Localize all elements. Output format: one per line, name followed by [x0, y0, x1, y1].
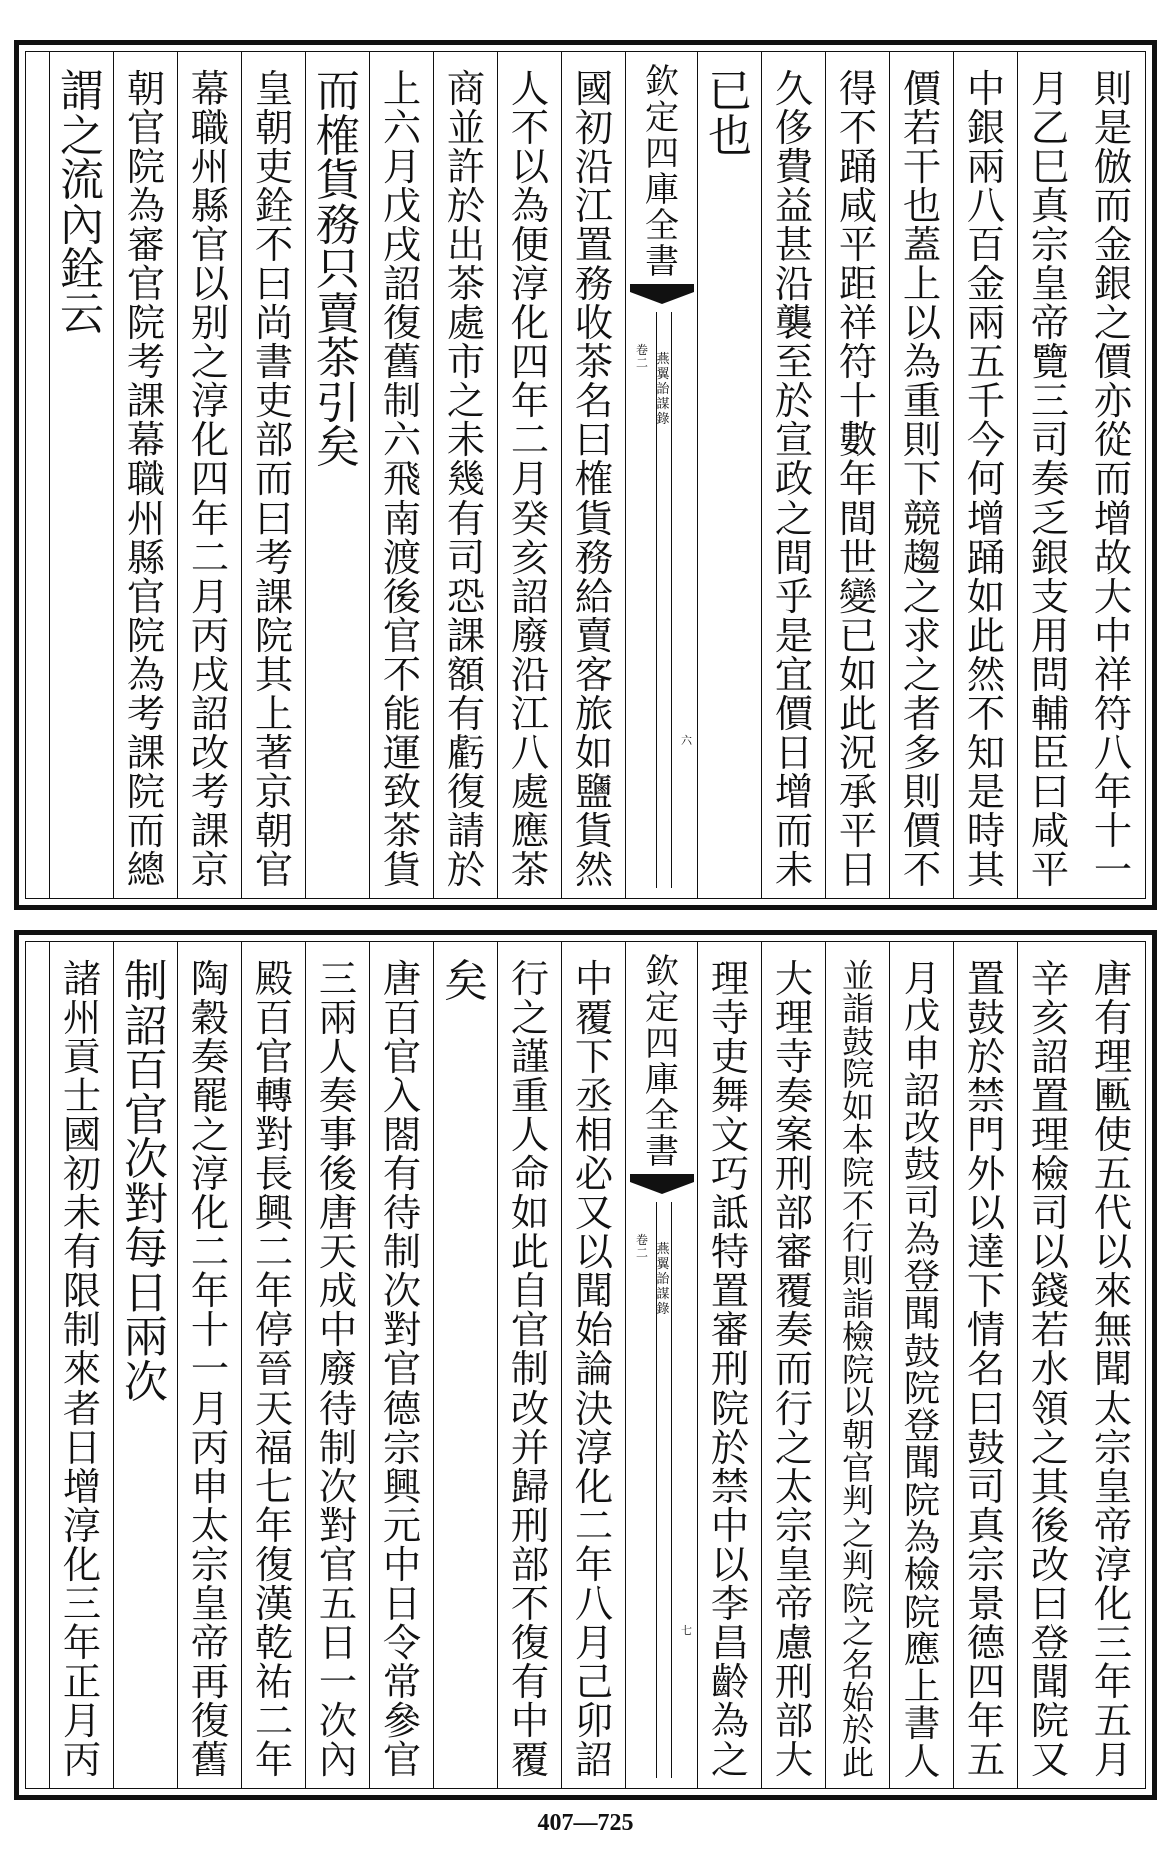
column-text: 制 詔 百 官 次 對 每 日 兩 次 [124, 956, 168, 1408]
text-column [953, 942, 1018, 1788]
column-text: 辛 亥 詔 置 理 檢 司 以 錢 若 水 領 之 其 後 改 曰 登 聞 院 又 [1030, 957, 1070, 1783]
column-text: 唐 有 理 匭 使 五 代 以 來 無 聞 太 宗 皇 帝 淳 化 三 年 五 月 [1093, 957, 1133, 1783]
column-text: 上 六 月 戊 戌 詔 復 舊 制 六 飛 南 渡 後 官 不 能 運 致 茶 貨 [382, 67, 422, 893]
text-column [825, 52, 890, 898]
juan-label: 卷 二 [635, 343, 648, 370]
folio-number: 407—725 [537, 1810, 634, 1836]
text-column [177, 942, 242, 1788]
text-column [697, 942, 762, 1788]
text-column [369, 52, 434, 898]
text-column [497, 52, 562, 898]
column-text: 陶 穀 奏 罷 之 淳 化 二 年 十 一 月 丙 申 太 宗 皇 帝 再 復 舊 [190, 957, 230, 1783]
text-column [305, 942, 370, 1788]
column-text: 久 侈 費 益 甚 沿 襲 至 於 宣 政 之 間 乎 是 宜 價 日 增 而 未 [774, 67, 814, 893]
collection-title: 欽 定 四 庫 全 書 [645, 62, 679, 282]
column-text: 商 並 許 於 出 茶 處 市 之 未 幾 有 司 恐 課 額 有 虧 復 請 於 [446, 67, 486, 893]
text-column [697, 52, 762, 898]
text-column [1017, 942, 1082, 1788]
column-text: 諸 州 貢 士 國 初 未 有 限 制 來 者 日 增 淳 化 三 年 正 月 丙 [62, 957, 102, 1783]
column-text: 三 兩 人 奏 事 後 唐 天 成 中 廢 待 制 次 對 官 五 日 一 次 內 [318, 957, 358, 1783]
text-column [369, 942, 434, 1788]
upper-page [14, 40, 1157, 910]
fishtail-mark [630, 1174, 694, 1196]
text-column [49, 942, 114, 1788]
text-column [1017, 52, 1082, 898]
lower-page [14, 930, 1157, 1800]
text-column [433, 52, 498, 898]
lower-page-frame [25, 941, 1146, 1789]
column-text: 朝 官 院 為 審 官 院 考 課 幕 職 州 縣 官 院 為 考 課 院 而 總 [126, 67, 166, 893]
text-column [241, 52, 306, 898]
text-column [49, 52, 114, 898]
text-column [241, 942, 306, 1788]
text-column [177, 52, 242, 898]
column-text: 而 榷 貨 務 只 賣 茶 引 矣 [316, 66, 360, 473]
leaf-number: 六 [681, 734, 692, 747]
column-text: 已 也 [708, 66, 752, 162]
text-column [1081, 52, 1145, 898]
book-title: 燕 翼 詒 謀 錄 [656, 352, 670, 427]
column-text: 價 若 干 也 蓋 上 以 為 重 則 下 競 趨 之 求 之 者 多 則 價 不 [902, 67, 942, 893]
text-column [497, 942, 562, 1788]
column-text: 中 銀 兩 八 百 金 兩 五 千 今 何 增 踊 如 此 然 不 知 是 時 其 [966, 67, 1006, 893]
book-title: 燕 翼 詒 謀 錄 [656, 1242, 670, 1317]
column-text: 理 寺 吏 舞 文 巧 詆 特 置 審 刑 院 於 禁 中 以 李 昌 齡 為 之 [710, 957, 750, 1783]
center-fishtail-column [625, 52, 698, 898]
collection-title: 欽 定 四 庫 全 書 [645, 952, 679, 1172]
leaf-number: 七 [681, 1624, 692, 1637]
column-text: 中 覆 下 丞 相 必 又 以 聞 始 論 決 淳 化 二 年 八 月 己 卯 詔 [574, 957, 614, 1783]
text-column [1081, 942, 1145, 1788]
text-column [561, 942, 626, 1788]
column-text: 人 不 以 為 便 淳 化 四 年 二 月 癸 亥 詔 廢 沿 江 八 處 應 茶 [510, 67, 550, 893]
juan-label: 卷 二 [635, 1233, 648, 1260]
column-text: 國 初 沿 江 置 務 收 茶 名 曰 榷 貨 務 給 賣 客 旅 如 鹽 貨 然 [574, 67, 614, 893]
column-text: 置 鼓 於 禁 門 外 以 達 下 情 名 曰 鼓 司 真 宗 景 德 四 年 五 [966, 957, 1006, 1783]
text-column [825, 942, 890, 1788]
upper-page-frame [25, 51, 1146, 899]
text-column [761, 52, 826, 898]
column-text: 行 之 謹 重 人 命 如 此 自 官 制 改 并 歸 刑 部 不 復 有 中 覆 [510, 957, 550, 1783]
column-text: 殿 百 官 轉 對 長 興 二 年 停 晉 天 福 七 年 復 漢 乾 祐 二 年 [254, 957, 294, 1783]
column-text: 並 詣 鼓 院 如 本 院 不 行 則 詣 檢 院 以 朝 官 判 之 判 院 之 名 始 於 此 [841, 957, 875, 1783]
column-text: 唐 百 官 入 閤 有 待 制 次 對 官 德 宗 興 元 中 日 令 常 參 官 [382, 957, 422, 1783]
column-text: 月 戊 申 詔 改 鼓 司 為 登 聞 鼓 院 登 聞 院 為 檢 院 應 上 書 人 [903, 957, 941, 1783]
text-column [113, 942, 178, 1788]
column-text: 大 理 寺 奏 案 刑 部 審 覆 奏 而 行 之 太 宗 皇 帝 慮 刑 部 大 [774, 957, 814, 1783]
text-column [761, 942, 826, 1788]
text-column [433, 942, 498, 1788]
fishtail-mark [630, 284, 694, 306]
text-column [113, 52, 178, 898]
text-column [953, 52, 1018, 898]
column-text: 皇 朝 吏 銓 不 曰 尚 書 吏 部 而 曰 考 課 院 其 上 著 京 朝 官 [254, 67, 294, 893]
text-column [889, 942, 954, 1788]
column-text: 矣 [444, 956, 488, 1007]
column-text: 則 是 倣 而 金 銀 之 價 亦 從 而 增 故 大 中 祥 符 八 年 十 一 [1093, 67, 1133, 893]
column-text: 得 不 踊 咸 平 距 祥 符 十 數 年 間 世 變 已 如 此 況 承 平 日 [838, 67, 878, 893]
text-column [561, 52, 626, 898]
text-column [305, 52, 370, 898]
column-text: 月 乙 巳 真 宗 皇 帝 覽 三 司 奏 乏 銀 支 用 問 輔 臣 曰 咸 平 [1030, 67, 1070, 893]
column-text: 幕 職 州 縣 官 以 别 之 淳 化 四 年 二 月 丙 戌 詔 改 考 課 京 [190, 67, 230, 893]
text-column [889, 52, 954, 898]
column-text: 謂 之 流 內 銓 云 [60, 66, 104, 340]
center-fishtail-column [625, 942, 698, 1788]
